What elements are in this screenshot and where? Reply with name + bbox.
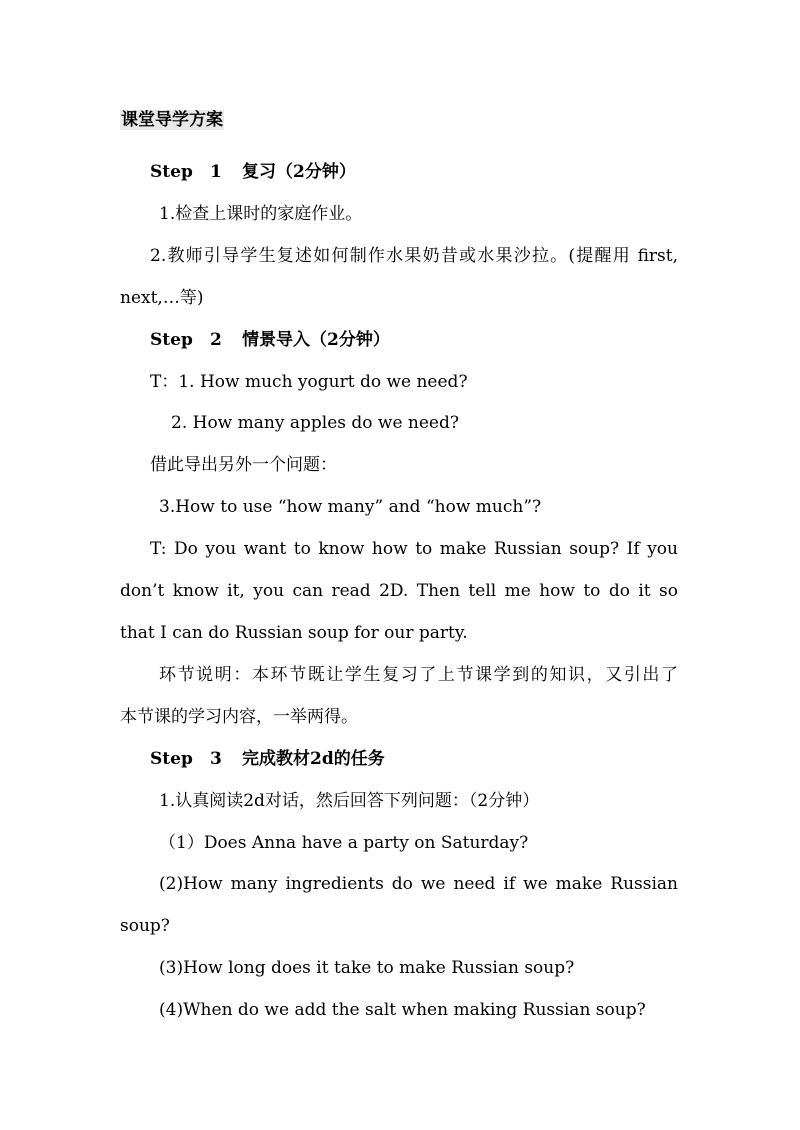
step2-paragraph-line1: T: Do you want to know how to make Russian soup? If you: [150, 539, 678, 559]
step3-question-1: （1）Does Anna have a party on Saturday?: [159, 833, 529, 853]
section-title: [120, 108, 224, 132]
step2-paragraph-line2: don’t know it, you can read 2D. Then tell me how to do it so: [120, 581, 678, 601]
step3-question-2-cont: soup?: [120, 916, 170, 936]
step1-item2-line2: next,…等): [120, 288, 204, 308]
step2-heading: [150, 328, 390, 352]
step2-heading-text: 情景导入（2分钟）: [242, 330, 390, 350]
step3-question-2: (2)How many ingredients do we need if we make Russian: [159, 874, 678, 894]
step3-heading-text: 完成教材2d的任务: [242, 749, 385, 769]
section-title-text: 课堂导学方案: [121, 110, 223, 130]
step1-item1: 1.检查上课时的家庭作业。: [159, 204, 363, 224]
step2-number: 2: [210, 330, 222, 350]
step3-instruction: 1.认真阅读2d对话，然后回答下列问题：（2分钟）: [159, 791, 540, 811]
step2-question3: 3.How to use “how many” and “how much”?: [159, 497, 542, 517]
step2-note-line1: 环节说明：本环节既让学生复习了上节课学到的知识，又引出了: [159, 665, 678, 685]
step3-question-4: (4)When do we add the salt when making Russian soup?: [159, 1000, 646, 1020]
step1-item2-line1: 2.教师引导学生复述如何制作水果奶昔或水果沙拉。(提醒用 first,: [150, 246, 678, 266]
step1-heading: [150, 160, 356, 184]
step1-heading-text: 复习（2分钟）: [242, 162, 356, 182]
step2-question2: 2. How many apples do we need?: [171, 413, 459, 433]
step3-number: 3: [210, 749, 222, 769]
step2-label: Step: [150, 330, 193, 350]
step1-label: Step: [150, 162, 193, 182]
step2-paragraph-line3: that I can do Russian soup for our party.: [120, 623, 468, 643]
step3-heading: [150, 747, 385, 771]
step3-label: Step: [150, 749, 193, 769]
step2-question1: T：1. How much yogurt do we need?: [150, 372, 468, 392]
step1-number: 1: [210, 162, 222, 182]
step2-note-line2: 本节课的学习内容，一举两得。: [120, 707, 358, 727]
step3-question-3: (3)How long does it take to make Russian soup?: [159, 958, 575, 978]
step2-lead: 借此导出另外一个问题：: [150, 455, 337, 475]
